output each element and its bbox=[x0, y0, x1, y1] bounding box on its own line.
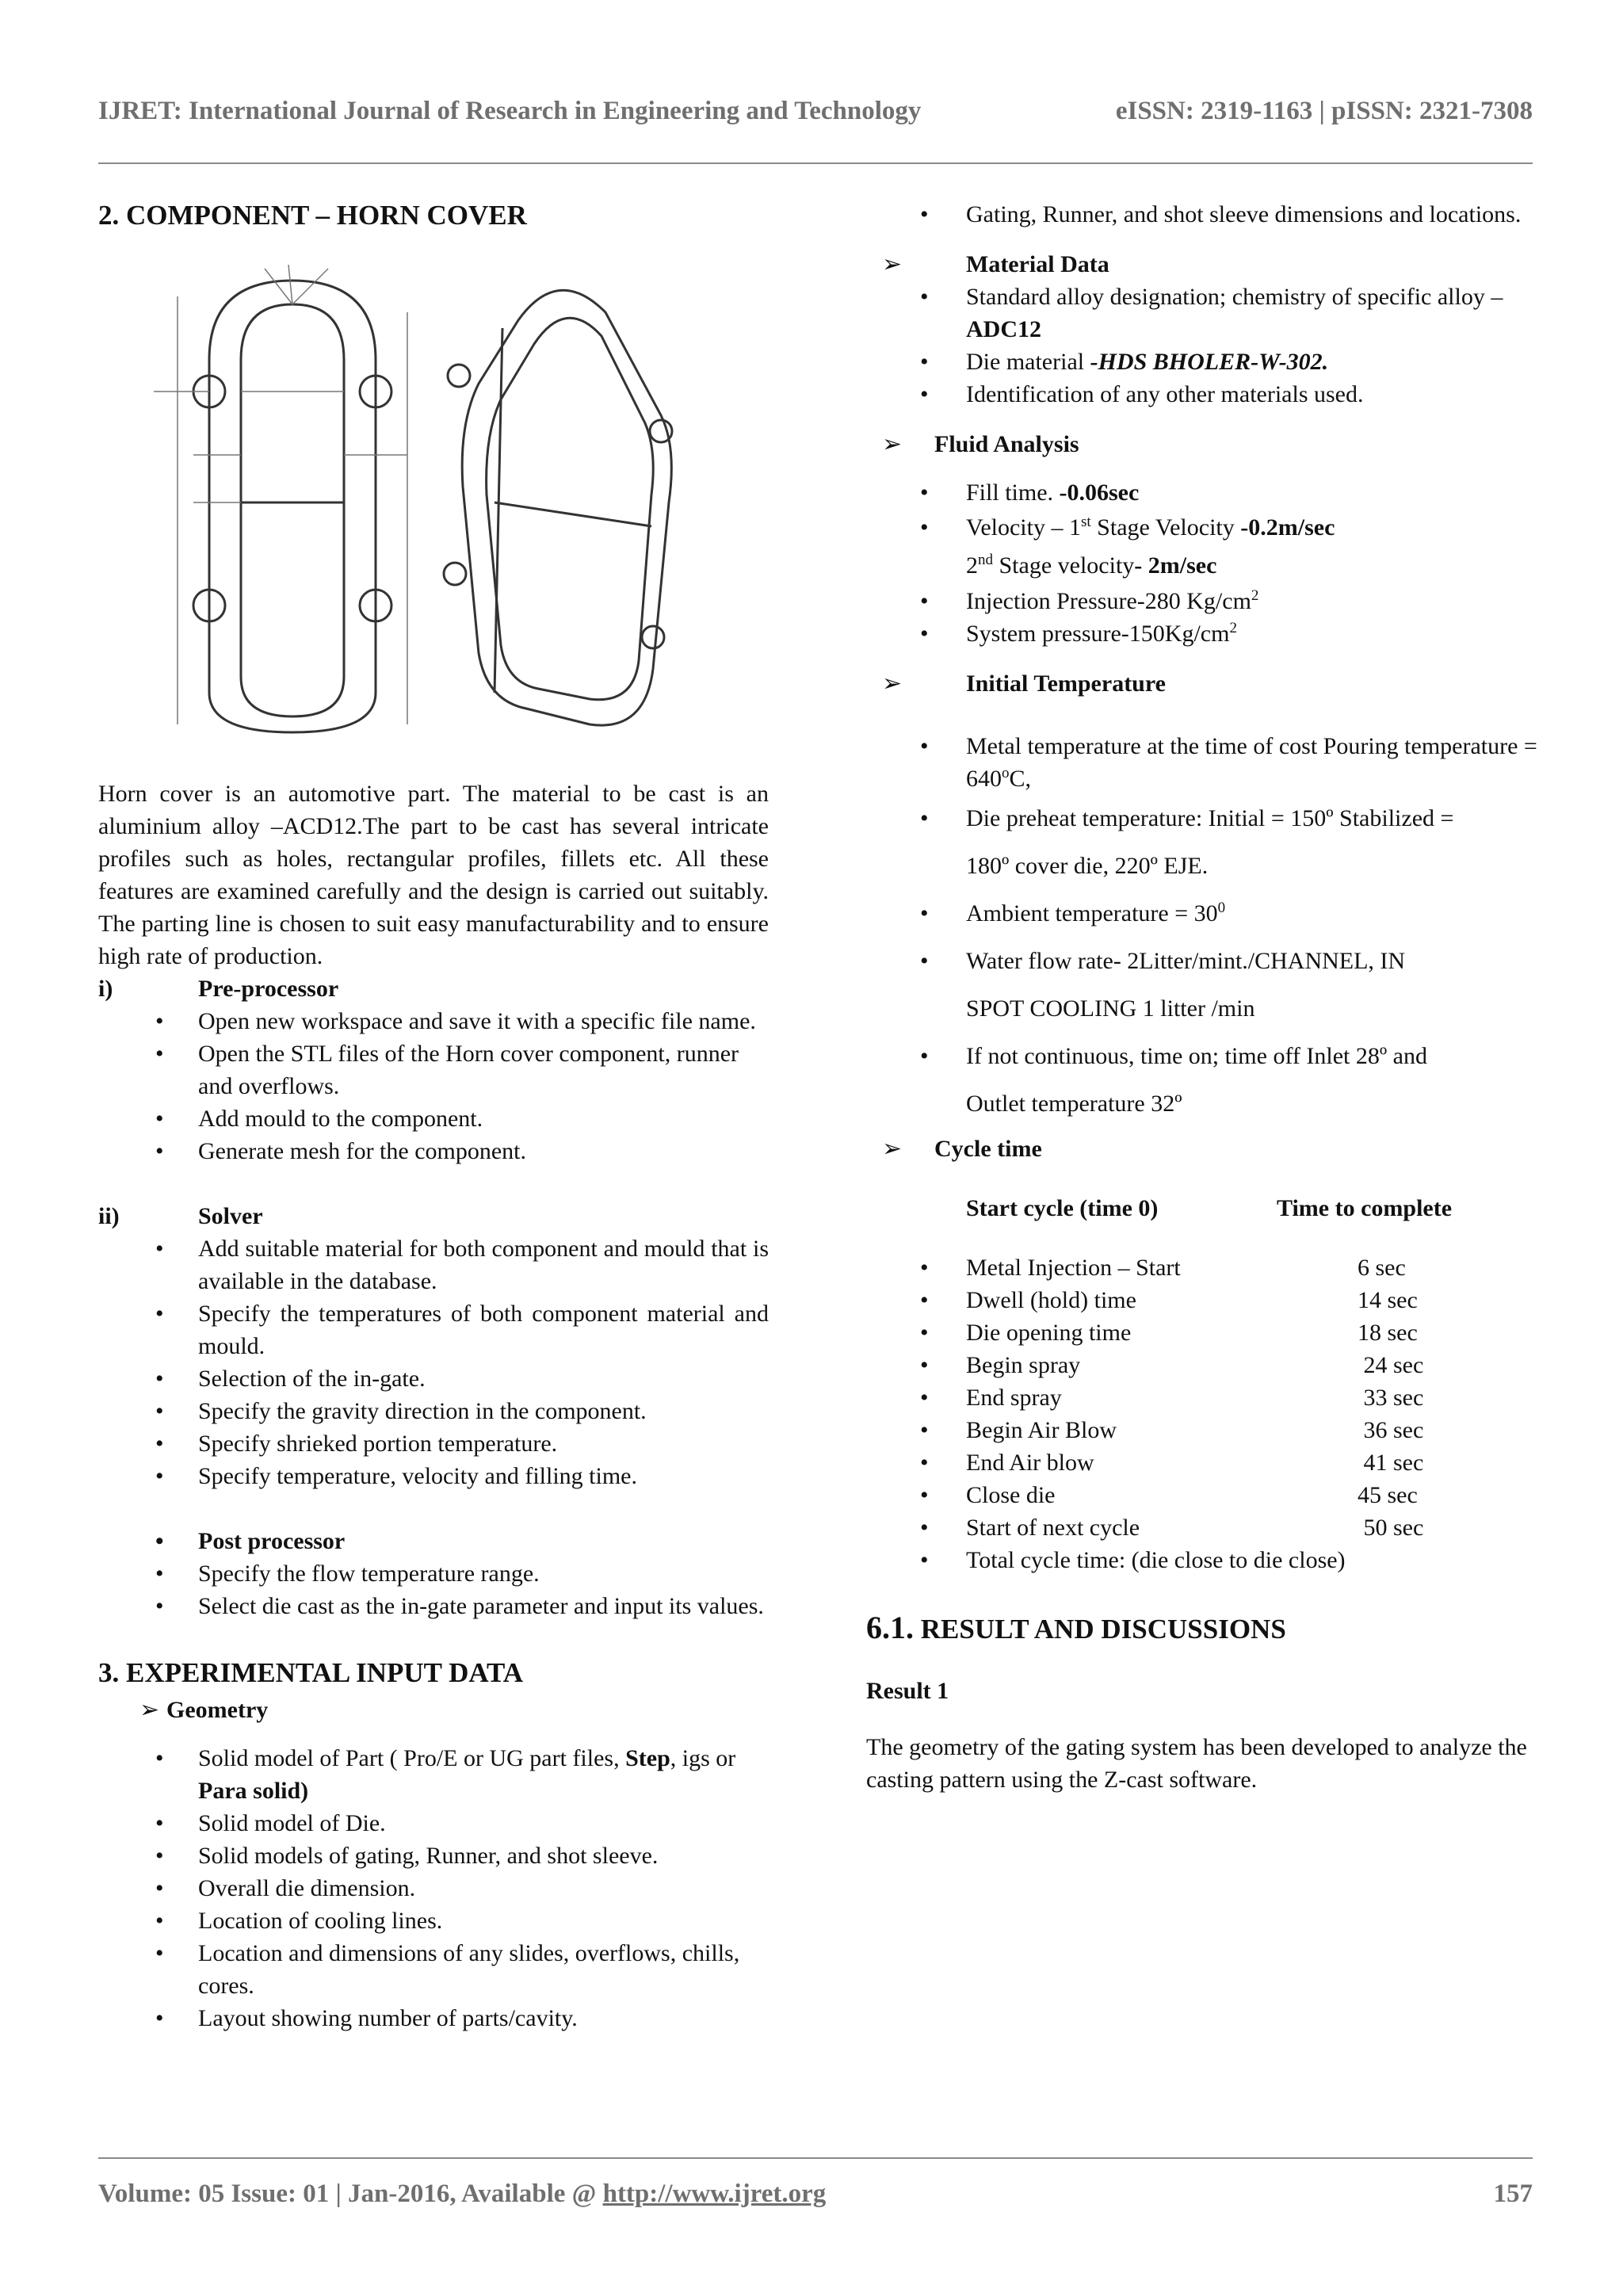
list-item: • Velocity – 1st Stage Velocity -0.2m/sec 2nd Stage velocity- 2m/sec bbox=[866, 509, 1540, 585]
geometry-list bbox=[98, 1742, 769, 2034]
geometry-title: Geometry bbox=[166, 1697, 269, 1723]
list-item: • Specify the flow temperature range. bbox=[98, 1557, 769, 1590]
pre-processor-num: i) bbox=[98, 976, 113, 1002]
journal-link[interactable]: http://www.ijret.org bbox=[602, 2179, 827, 2208]
list-item: • Standard alloy designation; chemistry of specific alloy – ADC12 bbox=[866, 281, 1540, 346]
list-item: • System pressure-$150Kg/cm^2$ bbox=[866, 617, 1540, 650]
section-3-title: 3. EXPERIMENTAL INPUT DATA bbox=[98, 1657, 524, 1688]
table-row: • Start of next cycle 50 sec bbox=[866, 1511, 1540, 1544]
arrow-bullet-icon: ➢ bbox=[882, 670, 903, 697]
cycle-list bbox=[866, 1251, 1540, 1576]
gating-list bbox=[866, 198, 1540, 231]
table-row: • End Air blow 41 sec bbox=[866, 1446, 1540, 1479]
intro-paragraph: Horn cover is an automotive part. The material to be cast is an aluminium alloy –ACD12.The part to be cast has several intricate profiles such as holes, rectangular profiles, fillets etc. All these features are examined carefully and the design is carried out suitably. The parting line is chosen to suit easy manufacturability and to ensure high rate of production. bbox=[98, 781, 769, 969]
list-item: • Gating, Runner, and shot sleeve dimensions and locations. bbox=[866, 198, 1540, 231]
page-number: 157 bbox=[1493, 2179, 1533, 2208]
result-1-label: Result 1 bbox=[866, 1678, 949, 1704]
list-item: • Ambient temperature = $30^0$ bbox=[866, 890, 1540, 938]
list-item: • Specify shrieked portion temperature. bbox=[98, 1427, 769, 1460]
list-item: • Generate mesh for the component. bbox=[98, 1135, 769, 1167]
list-item: • Open the STL files of the Horn cover component, runner and overflows. bbox=[98, 1037, 769, 1102]
list-item: • Specify the temperatures of both component material and mould. bbox=[98, 1297, 769, 1362]
initial-temp-heading bbox=[866, 667, 1540, 700]
post-processor-title: • Post processor bbox=[98, 1525, 769, 1557]
solver-heading bbox=[98, 1200, 769, 1232]
arrow-bullet-icon: ➢ bbox=[139, 1697, 160, 1723]
table-row: • Dwell (hold) time 14 sec bbox=[866, 1284, 1540, 1316]
cycle-col-time: Time to complete bbox=[1277, 1195, 1453, 1221]
result-1-text: The geometry of the gating system has been developed to analyze the casting pattern using the Z-cast software. bbox=[866, 1734, 1527, 1793]
material-heading bbox=[866, 248, 1540, 281]
issn: eISSN: 2319-1163 | pISSN: 2321-7308 bbox=[1115, 97, 1533, 125]
cycle-title: Cycle time bbox=[934, 1136, 1042, 1162]
pre-processor-heading bbox=[98, 972, 769, 1005]
fluid-list bbox=[866, 476, 1540, 650]
cycle-heading bbox=[866, 1133, 1540, 1165]
list-item: • Open new workspace and save it with a specific file name. bbox=[98, 1005, 769, 1037]
list-item: • Solid model of Part ( Pro/E or UG part files, Step, igs or Para solid) bbox=[98, 1742, 769, 1807]
table-row: • Begin Air Blow 36 sec bbox=[866, 1414, 1540, 1446]
list-item: • Fill time. -0.06sec bbox=[866, 476, 1540, 509]
list-item: • Add mould to the component. bbox=[98, 1102, 769, 1135]
cycle-col-start: Start cycle (time 0) bbox=[966, 1195, 1159, 1221]
cycle-table-header bbox=[866, 1192, 1540, 1224]
horn-cover-drawing bbox=[146, 265, 701, 740]
list-item: • Total cycle time: (die close to die close) bbox=[866, 1544, 1540, 1576]
material-title: Material Data bbox=[966, 251, 1109, 277]
list-item: • Specify temperature, velocity and filling time. bbox=[98, 1460, 769, 1492]
solver-list bbox=[98, 1232, 769, 1492]
section-2-title: 2. COMPONENT – HORN COVER bbox=[98, 200, 527, 231]
list-item: • Overall die dimension. bbox=[98, 1872, 769, 1904]
solver-num: ii) bbox=[98, 1203, 120, 1229]
list-item: • Selection of the in-gate. bbox=[98, 1362, 769, 1395]
arrow-bullet-icon: ➢ bbox=[882, 1136, 903, 1162]
post-processor-list bbox=[98, 1525, 769, 1622]
table-row: • End spray 33 sec bbox=[866, 1381, 1540, 1414]
list-item: • Solid models of gating, Runner, and shot sleeve. bbox=[98, 1839, 769, 1872]
arrow-bullet-icon: ➢ bbox=[882, 251, 903, 277]
footer-rule bbox=[98, 2157, 1533, 2159]
fluid-title: Fluid Analysis bbox=[934, 431, 1079, 457]
list-item: • Identification of any other materials used. bbox=[866, 378, 1540, 411]
list-item: • Layout showing number of parts/cavity. bbox=[98, 2002, 769, 2034]
list-item: • Water flow rate- 2Litter/mint./CHANNEL, IN SPOT COOLING 1 litter /min bbox=[866, 938, 1540, 1033]
initial-temp-title: Initial Temperature bbox=[966, 670, 1166, 697]
header-rule bbox=[98, 162, 1533, 164]
result-section-title: 6.1. RESULT AND DISCUSSIONS bbox=[866, 1610, 1286, 1645]
running-footer bbox=[98, 2179, 1533, 2209]
running-header bbox=[98, 97, 1533, 136]
list-item: • Location and dimensions of any slides, overflows, chills, cores. bbox=[98, 1937, 769, 2002]
list-item: • If not continuous, time on; time off Inlet 28º and Outlet temperature 32º bbox=[866, 1033, 1540, 1128]
arrow-bullet-icon: ➢ bbox=[882, 431, 903, 457]
table-row: • Die opening time 18 sec bbox=[866, 1316, 1540, 1349]
list-item: • Select die cast as the in-gate parameter and input its values. bbox=[98, 1590, 769, 1622]
journal-name: IJRET: International Journal of Research in Engineering and Technology bbox=[98, 97, 922, 125]
list-item: • Add suitable material for both component and mould that is available in the database. bbox=[98, 1232, 769, 1297]
initial-temp-list bbox=[866, 730, 1540, 1128]
list-item: • Die preheat temperature: Initial = 150º Stabilized = 180º cover die, 220º EJE. bbox=[866, 795, 1540, 890]
list-item: • Die material -HDS BHOLER-W-302. bbox=[866, 346, 1540, 378]
right-column bbox=[866, 198, 1540, 1796]
pre-processor-list bbox=[98, 1005, 769, 1167]
table-row: • Close die 45 sec bbox=[866, 1479, 1540, 1511]
list-item: • Location of cooling lines. bbox=[98, 1904, 769, 1937]
left-column bbox=[98, 198, 769, 2034]
fluid-heading bbox=[866, 428, 1540, 460]
list-item: • Metal temperature at the time of cost Pouring temperature = $640^oC$, bbox=[866, 730, 1540, 795]
material-list bbox=[866, 281, 1540, 411]
list-item: • Solid model of Die. bbox=[98, 1807, 769, 1839]
list-item: • Specify the gravity direction in the component. bbox=[98, 1395, 769, 1427]
footer-volume: Volume: 05 Issue: 01 | Jan-2016, Available @ http://www.ijret.org bbox=[98, 2179, 827, 2208]
pre-processor-title: Pre-processor bbox=[198, 976, 339, 1002]
table-row: • Metal Injection – Start 6 sec bbox=[866, 1251, 1540, 1284]
geometry-heading bbox=[98, 1694, 769, 1726]
table-row: • Begin spray 24 sec bbox=[866, 1349, 1540, 1381]
solver-title: Solver bbox=[198, 1203, 263, 1229]
list-item: • Injection Pressure-280 $Kg/cm^2$ bbox=[866, 585, 1540, 617]
horn-cover-figure bbox=[146, 265, 769, 749]
